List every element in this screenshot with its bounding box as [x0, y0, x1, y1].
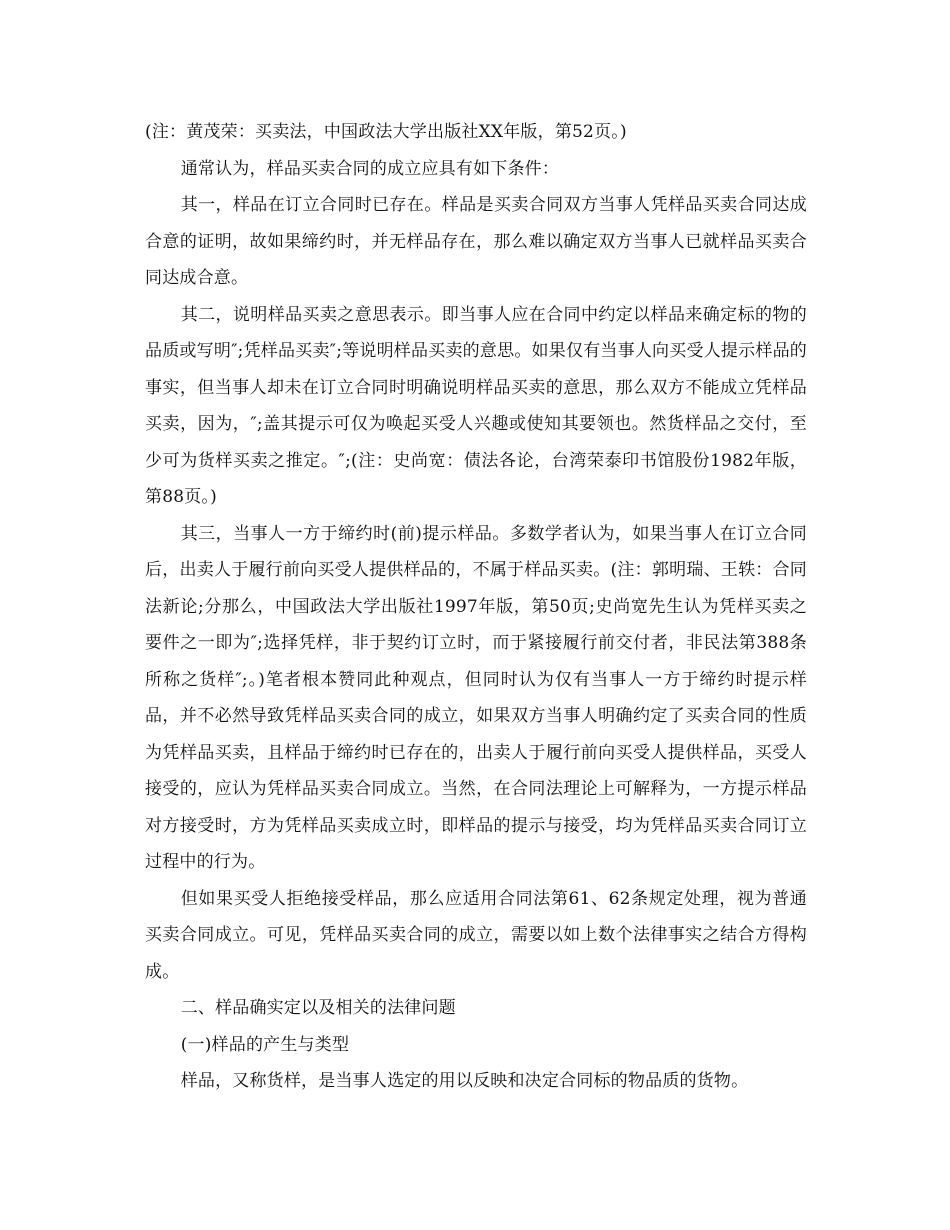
paragraph-conditions-intro: 通常认为，样品买卖合同的成立应具有如下条件：	[180, 158, 560, 179]
paragraph-rejection: 但如果买受人拒绝接受样品，那么应适用合同法第61、62条规定处理，视为普通买卖合同成立。可见，凭样品买卖合同的成立，需要以如上数个法律事实之结合方得构成。	[145, 888, 807, 982]
paragraph-condition-three: 其三，当事人一方于缔约时(前)提示样品。多数学者认为，如果当事人在订立合同后，出卖人于履行前向买受人提供样品的，不属于样品买卖。(注：郭明瑞、王轶：合同法新论;分那么，中国政法大学出版社1997年版，第50页;史尚宽先生认为凭样买卖之要件之一即为″;选择凭样，非于契约订立时，而于紧接履行前交付者，非民法第388条所称之货样″;。)笔者根本赞同此种观点，但同时认为仅有当事人一方于缔约时提示样品，并不必然导致凭样品买卖合同的成立，如果双方当事人明确约定了买卖合同的性质为凭样品买卖，且样品于缔约时已存在的，出卖人于履行前向买受人提供样品，买受人接受的，应认为凭样品买卖合同成立。当然，在合同法理论上可解释为，一方提示样品对方接受时，方为凭样品买卖成立时，即样品的提示与接受，均为凭样品买卖合同订立过程中的行为。	[145, 523, 807, 872]
subsection-heading-one: (一)样品的产生与类型	[180, 1034, 350, 1055]
paragraph-condition-two: 其二，说明样品买卖之意思表示。即当事人应在合同中约定以样品来确定标的物的品质或写明″;凭样品买卖″;等说明样品买卖的意思。如果仅有当事人向买受人提示样品的事实，但当事人却未在订立合同时明确说明样品买卖的意思，那么双方不能成立凭样品买卖，因为，″;盖其提示可仅为唤起买受人兴趣或使知其要领也。然货样品之交付，至少可为货样买卖之推定。″;(注：史尚宽：债法各论，台湾荣泰印书馆股份1982年版，第88页。)	[145, 304, 807, 507]
citation-note-huang: (注：黄茂荣：买卖法，中国政法大学出版社XX年版，第52页。)	[145, 122, 627, 142]
section-heading-two: 二、样品确实定以及相关的法律问题	[180, 998, 456, 1018]
document-body	[145, 114, 807, 1100]
paragraph-sample-definition: 样品，又称货样，是当事人选定的用以反映和决定合同标的物品质的货物。	[180, 1071, 749, 1091]
paragraph-condition-one: 其一，样品在订立合同时已存在。样品是买卖合同双方当事人凭样品买卖合同达成合意的证明，故如果缔约时，并无样品存在，那么难以确定双方当事人已就样品买卖合同达成合意。	[145, 195, 807, 288]
